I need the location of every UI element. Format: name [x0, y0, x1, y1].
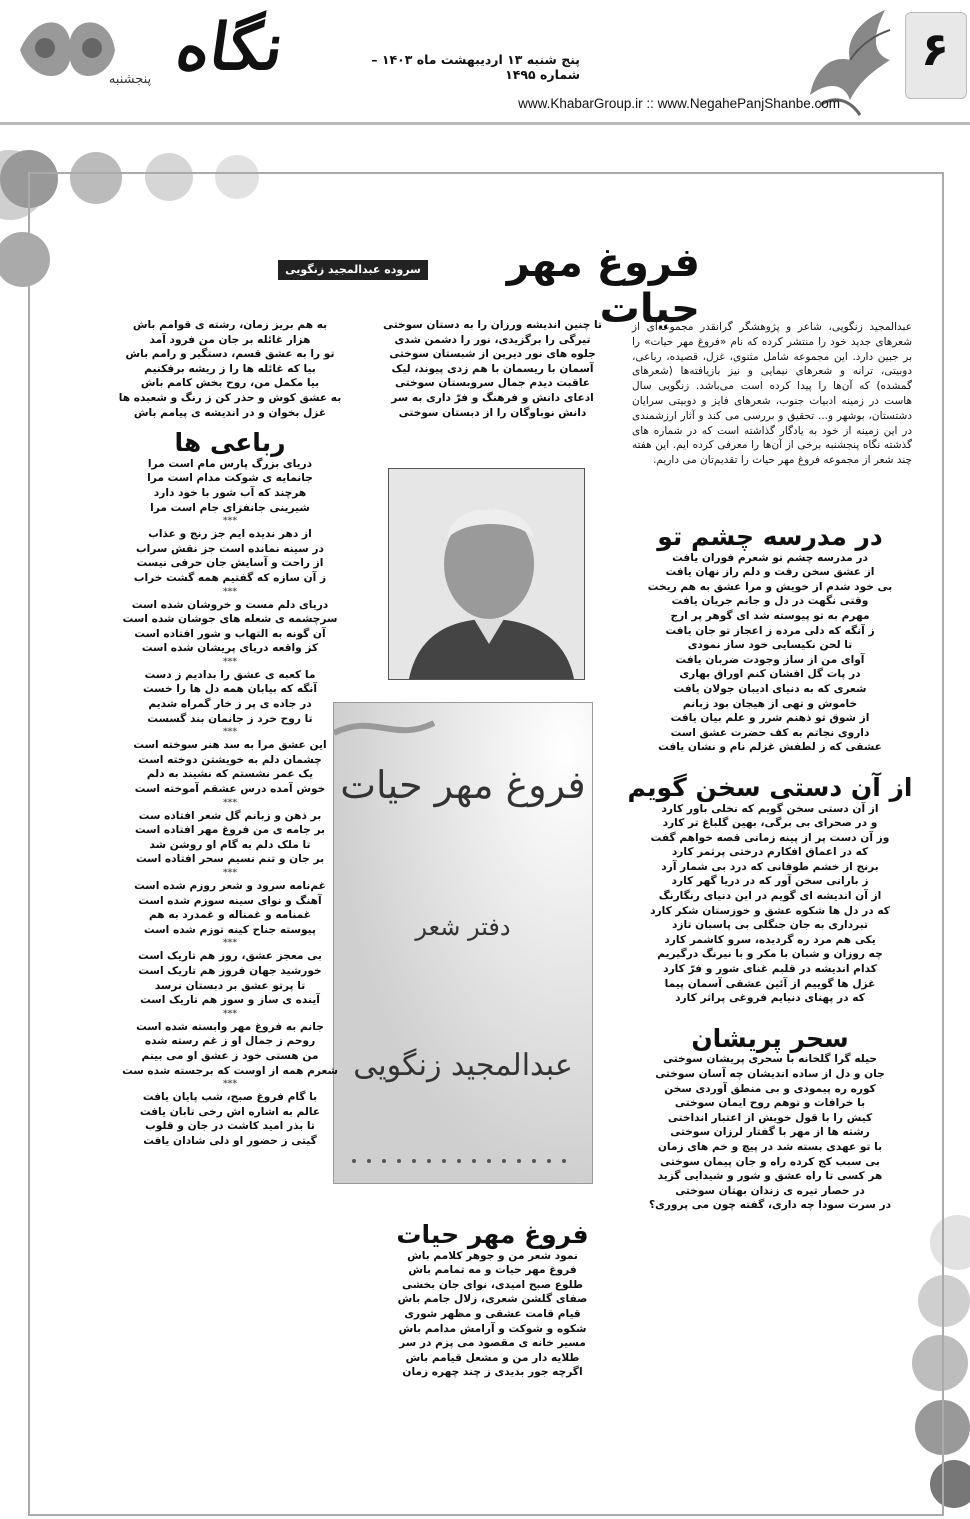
- poem-line: با گام فروغ صبح، شب پایان یافت: [142, 1091, 318, 1104]
- logo-title: نگاه: [171, 10, 289, 85]
- poem-line: عاقبت دیدم جمال سروبستان سوختی: [394, 377, 591, 390]
- poem-line: جلوه های نور دیرین از شبستان سوختی: [389, 348, 596, 361]
- poem-line: طلوع صبح امیدی، نوای جان بخشی: [402, 1278, 583, 1291]
- poem-line: ما کعبه ی عشق را بداديم ز دست: [144, 668, 316, 681]
- poem-line: در مدرسه چشم تو شعرم فوران یافت: [672, 551, 868, 564]
- poem-line: کوره ره پیمودی و بی منطق آوردی سخن: [664, 1082, 876, 1095]
- poem-line: مسیر خانه ی مقصود می پزم در سر: [399, 1337, 586, 1350]
- poem-line: شیرینی جانفزای جام است مرا: [150, 501, 310, 514]
- poem-line: تا پرتو عشق بر دبستان نرسد: [154, 979, 306, 992]
- poem-line: یک عمر نشستم که نشیند به دلم: [146, 768, 314, 781]
- poem-line: تا روح خرد ز جانمان بند گسست: [147, 712, 313, 725]
- poem-line: آینده ی ساز و سوز هم تاریک است: [140, 994, 320, 1007]
- verse-separator: ***: [222, 656, 238, 667]
- poem-line: از شوق تو ذهنم شرر و علم بیان یافت: [670, 712, 870, 725]
- masthead: [0, 0, 970, 125]
- poem-line: در سرت سودا چه داری، گفته چون می پروری؟: [648, 1199, 892, 1212]
- poem-line: آهنگ و نوای سینه سوزم شده است: [138, 894, 322, 907]
- poem-line: بر جان و تنم نسیم سحر افتاده است: [135, 853, 325, 866]
- poem-line: غزل بخوان و در اندیشه ی پیامم باش: [133, 406, 327, 419]
- verse-separator: ***: [222, 586, 238, 597]
- poem-line: کیش را با قول خویش از اعتبار انداختی: [667, 1111, 873, 1124]
- poem-line: سرچشمه ی شعله های جوشان شده است: [122, 613, 338, 626]
- poem-line: در جاده ی پر ز خار گمراه شدیم: [148, 698, 312, 711]
- poem-line: ز بارانی سخن آور که در دریا گهر کارد: [671, 875, 869, 888]
- poem-line: از راحت و آسایش جان حرفی نیست: [136, 557, 324, 570]
- poem-line: با تو عهدی بسته شد در پیچ و خم های زمان: [657, 1140, 883, 1153]
- poem-line: از دهر ندیده ایم جز رنج و عذاب: [148, 528, 312, 541]
- poem-line: چه روزان و شبان با مکر و با نیرنگ درگیریم: [657, 948, 883, 961]
- verse-separator: ***: [222, 868, 238, 878]
- poem-line: نمود شعر من و جوهر کلامم باش: [407, 1249, 578, 1262]
- poem-line: تا بذر امید کاشت در جان و قلوب: [145, 1120, 315, 1133]
- poem-line: بی سبب کج کرده راه و جان پیمان سوختی: [660, 1155, 880, 1168]
- poem-line: جانم به فروغ مهر وابسته شده است: [136, 1020, 324, 1033]
- poem-line: به عشق کوش و حذر کن ز رنگ و شعبده ها: [118, 391, 342, 404]
- poem-line: فروغ مهر حیات و مه تمامم باش: [408, 1264, 577, 1277]
- poem-line: بیا که غائله ها را ز ریشه برفکنیم: [144, 362, 316, 375]
- poem-line: در پات گل افشان کنم اوراق بهاری: [679, 668, 861, 681]
- poem-line: با خرافات و توهم روح ایمان سوختی: [674, 1097, 866, 1110]
- poem-line: مهرم به تو پیوسته شد ای گوهر پر ارج: [670, 609, 870, 622]
- poem-line: قیام قامت عشقی و مظهر شوری: [404, 1307, 581, 1320]
- poem-line: بیا مکمل من، روح بخش کامم باش: [140, 377, 320, 390]
- poem-line: جان و دل از ساده اندیشان چه آسان سوختی: [655, 1068, 885, 1080]
- poem-line: از آن دستی سخن گویم که نخلی باور کارد: [661, 802, 879, 815]
- poem-line: عشقی که ز لطفش غزلم نام و نشان یافت: [658, 741, 882, 754]
- logo-subtitle: پنجشنبه: [108, 72, 152, 87]
- poem-line: ادعای دانش و فرهنگ و فرّ داری به سر: [391, 391, 594, 404]
- poem-line: هرچند که آب شور با خود دارد: [153, 486, 307, 499]
- verse-separator: ***: [222, 938, 238, 949]
- portrait-icon: [389, 469, 584, 679]
- poem-line: هزار غائله بر جان من فرود آمد: [149, 333, 311, 346]
- poem-line: به هم بریز زمان، رشته ی قوامم باش: [132, 319, 328, 331]
- book-cover: [333, 702, 593, 1184]
- poem-line: غمنامه و غمناله و غمدرد به هم: [148, 909, 311, 922]
- poem-line: از عشق سخن رفت و دلم راز نهان یافت: [665, 566, 875, 579]
- author-tag: سروده عبدالمجید زنگویی: [278, 260, 428, 280]
- header-rule: [0, 122, 970, 125]
- poem-line: که در پهنای دنیایم فروغی پراثر کارد: [675, 992, 865, 1005]
- poem-line: در سینه نمانده است جز نقش سراب: [136, 542, 324, 555]
- poem-line: تو را به عشق قسم، دستگیر و رامم باش: [125, 348, 335, 361]
- poem-line: تا چنین اندیشه ورزان را به دستان سوختی: [382, 319, 603, 331]
- author-photo: [388, 468, 585, 680]
- intro-paragraph: عبدالمجید زنگویی، شاعر و پژوهشگر گرانقدر مجموعه‌ای از شعرهای جدید خود را منتشر کرده که نام «فروغ مهر حیات» را بر جبین دارد. این مجموعه شامل مثنوی، غزل، قصیده، رباعی، دوبیتی، ترانه و شعرهای نیمایی و نیز بازیافته‌ها (شعرهای گمشده) که آن‌ها را پیدا کرده است می‌باشد. زنگویی سال هاست در زمینه ادبیات جنوب، شعرهای فایز و دوبیتی سرایان دشتستان، بوشهر و... تحقیق و بررسی می کند و آثار ارزشمندی در این زمینه از خود به یادگار گذاشته است که در شماره های گذشته نگاه پنجشنبه برخی از آن‌ها را معرفی کرده ایم. این هفته چند شعر از مجموعه فروغ مهر حیات را تقدیم‌تان می داریم.: [632, 321, 912, 467]
- middle-poem: [365, 1220, 620, 1380]
- article-title: فروغ مهر حیات: [506, 240, 700, 332]
- poem-line: یکی هم مرد ره گردیده، سرو کاشمر کارد: [664, 933, 876, 946]
- poem-line: تا ملک دلم به گام او روشن شد: [149, 838, 311, 851]
- section-heading: فروغ مهر حیات: [396, 1220, 589, 1249]
- middle-opening-poem: [365, 318, 620, 420]
- poem-line: خورشید جهان فروز هم تاریک است: [138, 964, 322, 977]
- poem-line: دانش نوباوگان را از دبستان سوختی: [398, 406, 587, 419]
- poem-line: شعرم همه از اوست که برجسته شده ست: [122, 1064, 338, 1077]
- poem-line: دریای دلم مست و خروشان شده است: [131, 598, 329, 611]
- poem-line: هر کسی تا راه عشق و شور و شیدایی گزید: [657, 1170, 883, 1183]
- poem-line: کدام اندیشه در قلبم غنای شور و فرّ کارد: [663, 963, 877, 976]
- poem-line: حیله گرا گلخانه با سحری پریشان سوختی: [662, 1053, 878, 1066]
- poem-line: روحم ز جمال او ز غم رسته شده: [144, 1035, 316, 1048]
- poem-line: اگرچه جور بدیدی ز چند چهره زمان: [402, 1366, 583, 1379]
- verse-separator: ***: [222, 727, 238, 738]
- poem-line: گیتی ز حضور او دلی شادان یافت: [143, 1134, 317, 1147]
- section-heading: از آن دستی سخن گویم: [627, 772, 913, 802]
- verse-separator: ***: [222, 1079, 238, 1090]
- section-heading: در مدرسه چشم تو: [657, 522, 883, 551]
- poem-line: آنگه که بیابان همه دل ها را خست: [142, 683, 318, 696]
- poem-line: شکوه و شوکت و آرامش مدامم باش: [398, 1322, 587, 1335]
- poem-line: که در اعماق افکارم درختی پرثمر کارد: [671, 846, 869, 859]
- poem-line: بر ذهن و زبانم گل شعر افتاده ست: [138, 809, 322, 822]
- poem-line: غزل ها گوییم از آئین عشقی آسمان پیما: [664, 977, 876, 990]
- poem-line: وقتی نگهت در دل و جانم جریان یافت: [671, 595, 869, 608]
- poem-line: تبرداری به جان جنگلی بی پاسبان تازد: [671, 919, 869, 932]
- poem-line: و در صحرای بی برگی، بهین گلباغ تر کارد: [662, 817, 878, 830]
- poem-line: برنج از خشم طوفانی که درد بی شمار آرد: [661, 860, 879, 873]
- cover-author: عبدالمجید زنگویی: [353, 1048, 573, 1083]
- poem-line: جانمایه ی شوکت مدام است مرا: [147, 472, 313, 485]
- poem-line: تیرگی را برگزیدی، نور را دشمن شدی: [394, 333, 591, 346]
- poem-line: ز آن سازه که گفتیم همه گشت خراب: [133, 571, 327, 584]
- verse-separator: ***: [222, 516, 238, 527]
- poem-line: بی معجز عشق، روز هم تاریک است: [138, 950, 322, 963]
- section-heading: سحر پریشان: [691, 1023, 849, 1053]
- poem-line: بی خود شدم از خویش و مرا عشق به هم ریخت: [647, 580, 893, 593]
- poem-line: وز آن دست پر از پینه زمانی قصه خواهم گفت: [650, 831, 890, 844]
- poem-line: طلایه دار من و مشعل قیامم باش: [405, 1351, 580, 1364]
- poem-line: آوای من از ساز وجودت ضربان یافت: [675, 653, 865, 666]
- poem-line: آسمان با ریسمان با هم زدی پیوند، لیک: [391, 362, 594, 375]
- page-number: ۶: [920, 22, 950, 76]
- poem-line: خاموش و تهی از هیجان بود زبانم: [682, 697, 858, 710]
- poem-line: که در دل ها شکوه عشق و خوزستان شکر کارد: [650, 904, 890, 917]
- poem-line: ز آنگه که دلی مرده ز اعجاز تو جان یافت: [665, 624, 875, 637]
- right-column: [625, 522, 915, 1213]
- poem-line: کز واقعه دریای پریشان شده است: [141, 642, 319, 655]
- poem-line: بر جامه ی من فروغ مهر افتاده است: [134, 824, 326, 837]
- poem-line: من هستی خود ز عشق او می بینم: [141, 1049, 319, 1062]
- poem-line: رشته ها از مهر با گفتار لرزان سوختی: [670, 1126, 870, 1139]
- left-column: [100, 318, 360, 1149]
- poem-line: صفای گلشن شعری، زلال جامم باش: [397, 1293, 588, 1306]
- poem-line: عالم به اشاره اش رخی تابان یافت: [139, 1105, 321, 1118]
- verse-separator: ***: [222, 1008, 238, 1019]
- section-heading: رباعی ها: [174, 428, 286, 458]
- poem-line: در حصار تیره ی زندان بهتان سوختی: [675, 1184, 865, 1197]
- poem-line: پیوسته جناح کینه توزم شده است: [144, 923, 316, 936]
- poem-line: دریای بزرگ پارس مام است مرا: [147, 457, 313, 470]
- verse-separator: ***: [222, 797, 238, 808]
- poem-line: تا لحن نکیسایی خود ساز نمودی: [687, 639, 853, 652]
- cover-subtitle: دفتر شعر: [415, 913, 511, 941]
- poem-line: از آن اندیشه ای گویم در این دنیای رنگارنگ: [658, 890, 882, 903]
- poem-line: داروی نجاتم به کف حضرت عشق است: [670, 726, 870, 739]
- poem-line: این عشق مرا به سد هنر سوخته است: [133, 739, 327, 752]
- cover-title: فروغ مهر حیات: [340, 763, 586, 807]
- issue-dateline: پنج شنبه ۱۳ اردیبهشت ماه ۱۴۰۳ – شماره ۱۴۹۵: [371, 52, 580, 82]
- poem-line: چشمان دلم به خویشتن دوخته است: [138, 753, 322, 766]
- poem-line: خوش آمده درس عشقم آموخته است: [134, 783, 326, 796]
- website-url[interactable]: www.KhabarGroup.ir :: www.NegahePanjShanbe.com: [518, 96, 840, 111]
- poem-line: غم‌نامه سرود و شعر روزم شده است: [134, 880, 326, 892]
- poem-line: شعری که به دنیای ادیبان جولان یافت: [673, 682, 867, 695]
- poem-line: آن گونه به التهاب و شور افتاده است: [134, 627, 326, 640]
